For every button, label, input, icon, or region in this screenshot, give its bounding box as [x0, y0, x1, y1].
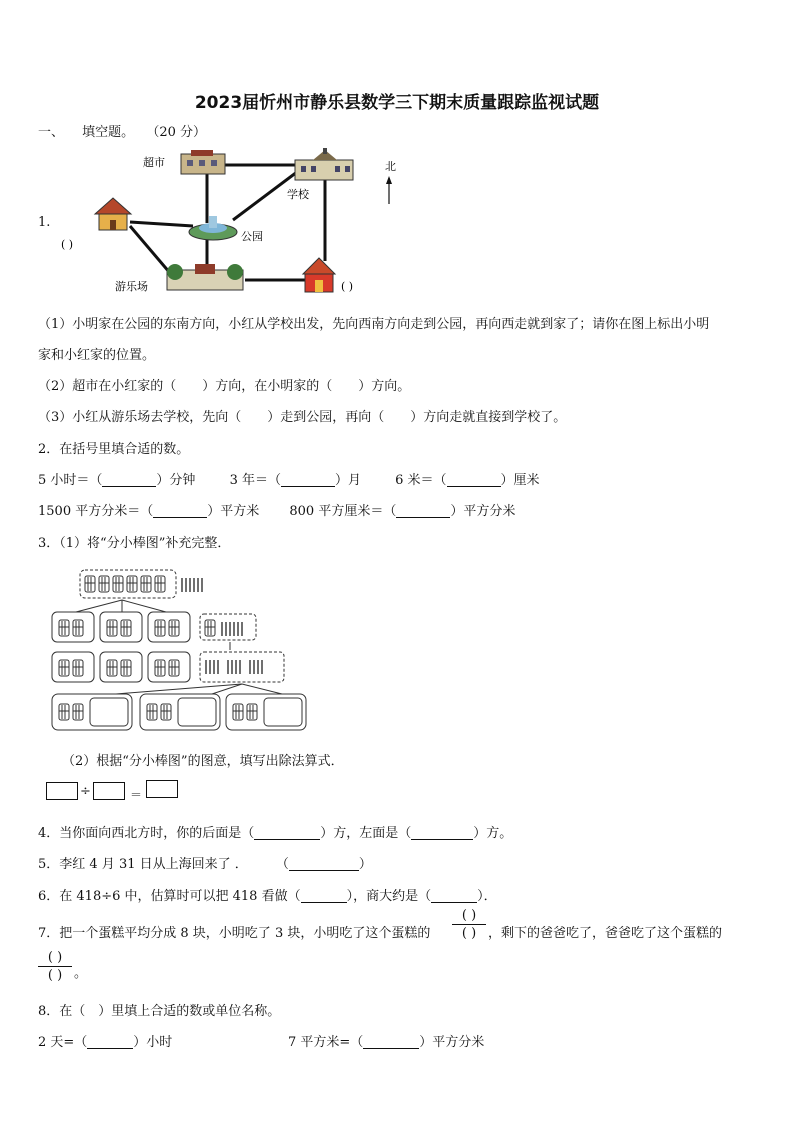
denominator-blank[interactable]: ( ) — [47, 968, 63, 983]
q5 — [38, 853, 372, 872]
q8-row1 — [38, 1031, 172, 1050]
denominator-blank[interactable]: ( ) — [461, 926, 477, 941]
numerator-blank[interactable]: ( ) — [461, 908, 477, 923]
q1-sub2: （2）超市在小红家的（ ）方向，在小明家的（ ）方向。 — [38, 379, 411, 394]
house-icon — [95, 198, 131, 230]
q1-number: 1. — [38, 215, 51, 230]
q2-r2-a: 1500 平方分米＝（ — [38, 504, 154, 519]
q6-a: 6．在 418÷6 中，估算时可以把 418 看做（ — [38, 889, 301, 904]
q4-b: ）方，左面是（ — [320, 826, 412, 841]
q5-a: 5．李红 4 月 31 日从上海回来了 ． — [38, 857, 248, 872]
q4-c: ）方。 — [473, 826, 513, 841]
q2-r2-c: 800 平方厘米＝（ — [289, 504, 397, 519]
q2-r1-d: ）月 — [334, 473, 361, 488]
q8-r1-b: ）小时 — [133, 1035, 173, 1050]
q7-end: 。 — [74, 966, 88, 981]
q6-b: ），商大约是（ — [346, 889, 432, 904]
fraction-blank[interactable] — [452, 908, 486, 941]
empty-answer-box[interactable] — [264, 698, 302, 726]
q4-a: 4．当你面向西北方时，你的后面是（ — [38, 826, 255, 841]
q5-b: （ — [275, 857, 289, 872]
north-arrow-head-icon — [386, 176, 392, 184]
answer-blank[interactable] — [431, 890, 477, 903]
answer-blank[interactable] — [281, 474, 335, 487]
answer-blank[interactable] — [153, 505, 207, 518]
answer-blank[interactable] — [87, 1036, 133, 1049]
q1-sub1-line2: 家和小红家的位置。 — [38, 348, 156, 363]
q2-r1-c: 3 年＝（ — [229, 473, 281, 488]
fraction-bar — [452, 924, 486, 925]
q7-b: ，剩下的爸爸吃了，爸爸吃了这个蛋糕的 — [488, 926, 723, 941]
section-score: （20 分） — [146, 125, 206, 140]
supermarket-label: 超市 — [143, 156, 165, 169]
stick-division-diagram — [50, 566, 310, 734]
q8-text: 8．在（ ）里填上合适的数或单位名称。 — [38, 1004, 281, 1019]
section-name: 填空题。 — [82, 125, 135, 140]
q2-r2-d: ）平方分米 — [450, 504, 516, 519]
top-bundles — [85, 576, 165, 592]
left-house-answer: ( ) — [61, 238, 74, 251]
page-title: 2023届忻州市静乐县数学三下期末质量跟踪监视试题 — [194, 93, 600, 113]
q6-c: ）． — [477, 889, 497, 904]
q8-r1-a: 2 天=（ — [38, 1035, 88, 1050]
dividend-box[interactable] — [46, 782, 78, 800]
answer-blank[interactable] — [254, 827, 320, 840]
q2-r2-b: ）平方米 — [207, 504, 260, 519]
q3-text: 3．（1）将“分小棒图”补充完整． — [38, 536, 231, 551]
answer-blank[interactable] — [411, 827, 473, 840]
q2-r1-e: 6 米＝（ — [395, 473, 447, 488]
fraction-blank[interactable] — [38, 950, 72, 983]
supermarket-icon — [181, 150, 225, 174]
q8-r2-a: 7 平方米=（ — [288, 1035, 364, 1050]
park-fountain-icon — [189, 216, 237, 240]
empty-answer-box[interactable] — [178, 698, 216, 726]
row2-boxes — [52, 652, 190, 682]
section-number: 一、 — [38, 125, 65, 140]
loose-sticks-group — [200, 652, 284, 682]
north-label: 北 — [385, 160, 396, 173]
amusement-park-icon — [167, 264, 243, 290]
loose-sticks — [206, 660, 262, 674]
quotient-box[interactable] — [146, 780, 178, 798]
q2-row2 — [38, 500, 515, 519]
direction-map — [55, 148, 415, 300]
q6 — [38, 885, 497, 904]
amusement-label: 游乐场 — [115, 280, 148, 293]
section-heading — [38, 121, 206, 140]
q2-r1-b: ）分钟 — [156, 473, 196, 488]
answer-blank[interactable] — [363, 1036, 419, 1049]
empty-answer-box[interactable] — [90, 698, 128, 726]
q7-line1 — [38, 922, 430, 941]
q3-sub2: （2）根据“分小棒图”的图意，填写出除法算式． — [62, 754, 344, 769]
q4 — [38, 822, 512, 841]
answer-blank[interactable] — [102, 474, 156, 487]
divisor-box[interactable] — [93, 782, 125, 800]
row1-boxes — [52, 612, 190, 642]
equals-sign: ＝ — [130, 788, 143, 802]
q1-sub1-line1: （1）小明家在公园的东南方向，小红从学校出发，先向西南方向走到公园，再向西走就到家了；请你在图上标出小明 — [38, 317, 710, 332]
q2-text: 2．在括号里填合适的数。 — [38, 442, 190, 457]
q8-row2 — [288, 1031, 484, 1050]
q2-row1 — [38, 469, 540, 488]
top-loose-sticks — [182, 578, 202, 592]
park-label: 公园 — [241, 230, 263, 243]
school-label: 学校 — [287, 188, 309, 201]
q1-sub3: （3）小红从游乐场去学校，先向（ ）走到公园，再向（ ）方向走就直接到学校了。 — [38, 410, 567, 425]
top-bundle-group — [80, 570, 176, 598]
right-house-answer: ( ) — [341, 280, 354, 293]
q5-c: ） — [358, 857, 372, 872]
divide-sign: ÷ — [80, 784, 91, 799]
answer-blank[interactable] — [396, 505, 450, 518]
fraction-bar — [38, 966, 72, 967]
q2-r1-f: ）厘米 — [500, 473, 540, 488]
q8-r2-b: ）平方分米 — [419, 1035, 485, 1050]
house-right-icon — [303, 258, 335, 292]
answer-blank[interactable] — [447, 474, 501, 487]
distribute-arrows — [116, 684, 282, 694]
school-icon — [295, 148, 353, 180]
q7-a: 7．把一个蛋糕平均分成 8 块，小明吃了 3 块，小明吃了这个蛋糕的 — [38, 926, 431, 941]
numerator-blank[interactable]: ( ) — [47, 950, 63, 965]
answer-blank[interactable] — [301, 890, 347, 903]
q2-r1-a: 5 小时＝（ — [38, 473, 103, 488]
remainder-sticks — [222, 622, 242, 636]
answer-blank[interactable] — [289, 858, 359, 871]
split-arrows — [76, 600, 166, 612]
map-roads — [130, 165, 325, 280]
